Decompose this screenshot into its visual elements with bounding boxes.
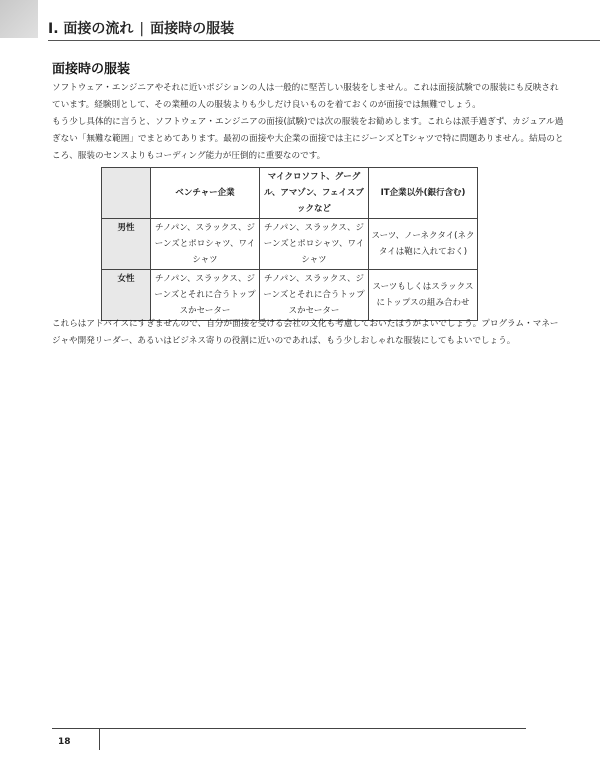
- table-header-row: [102, 168, 478, 219]
- footer-divider: [99, 728, 100, 750]
- table-cell: スーツもしくはスラックスにトップスの組み合わせ: [369, 270, 478, 321]
- header-chapter: I. 面接の流れ: [48, 21, 134, 37]
- column-header-bigtech: マイクロソフト、グーグル、アマゾン、フェイスブックなど: [260, 168, 369, 219]
- attire-table: [101, 167, 478, 321]
- table-cell: チノパン、スラックス、ジーンズとポロシャツ、ワイシャツ: [151, 219, 260, 270]
- paragraph-details: もう少し具体的に言うと、ソフトウェア・エンジニアの面接(試験)では次の服装をお勧めします。これらは派手過ぎず、カジュアル過ぎない「無難な範囲」でまとめてあります。最初の面接や大企業の面接では主にジーンズとTシャツで特に問題ありません。結局のところ、服装のセンスよりもコーディング能力が圧倒的に重要なのです。: [52, 117, 564, 161]
- table-cell: チノパン、スラックス、ジーンズとポロシャツ、ワイシャツ: [260, 219, 369, 270]
- row-header-male: 男性: [102, 219, 151, 270]
- table-cell: スーツ、ノーネクタイ(ネクタイは鞄に入れておく): [369, 219, 478, 270]
- header-separator: |: [139, 21, 145, 37]
- paragraph-advice: これらはアドバイスにすぎませんので、自分が面接を受ける会社の文化も考慮しておいたほうがよいでしょう。プログラム・マネージャや開発リーダー、あるいはビジネス寄りの役割に近いのであれば、もう少しおしゃれな服装にしてもよいでしょう。: [52, 319, 559, 346]
- table-row: [102, 270, 478, 321]
- section-title: 面接時の服装: [52, 62, 131, 77]
- header-rule: [48, 40, 600, 41]
- table-row: [102, 219, 478, 270]
- footer-rule: [52, 728, 526, 729]
- column-header-venture: ベンチャー企業: [151, 168, 260, 219]
- column-header-non-it: IT企業以外(銀行含む): [369, 168, 478, 219]
- table-cell: チノパン、スラックス、ジーンズとそれに合うトップスかセーター: [260, 270, 369, 321]
- running-header: [48, 18, 600, 40]
- table-corner-cell: [102, 168, 151, 219]
- table-cell: チノパン、スラックス、ジーンズとそれに合うトップスかセーター: [151, 270, 260, 321]
- corner-tab: [0, 0, 38, 38]
- header-section: 面接時の服装: [150, 21, 235, 37]
- paragraph-intro: ソフトウェア・エンジニアやそれに近いポジションの人は一般的に堅苦しい服装をしません。これは面接試験での服装にも反映されています。経験則として、その業種の人の服装よりも少しだけ良いものを着ておくのが面接では無難でしょう。: [52, 83, 559, 110]
- row-header-female: 女性: [102, 270, 151, 321]
- page-number: 18: [58, 737, 71, 747]
